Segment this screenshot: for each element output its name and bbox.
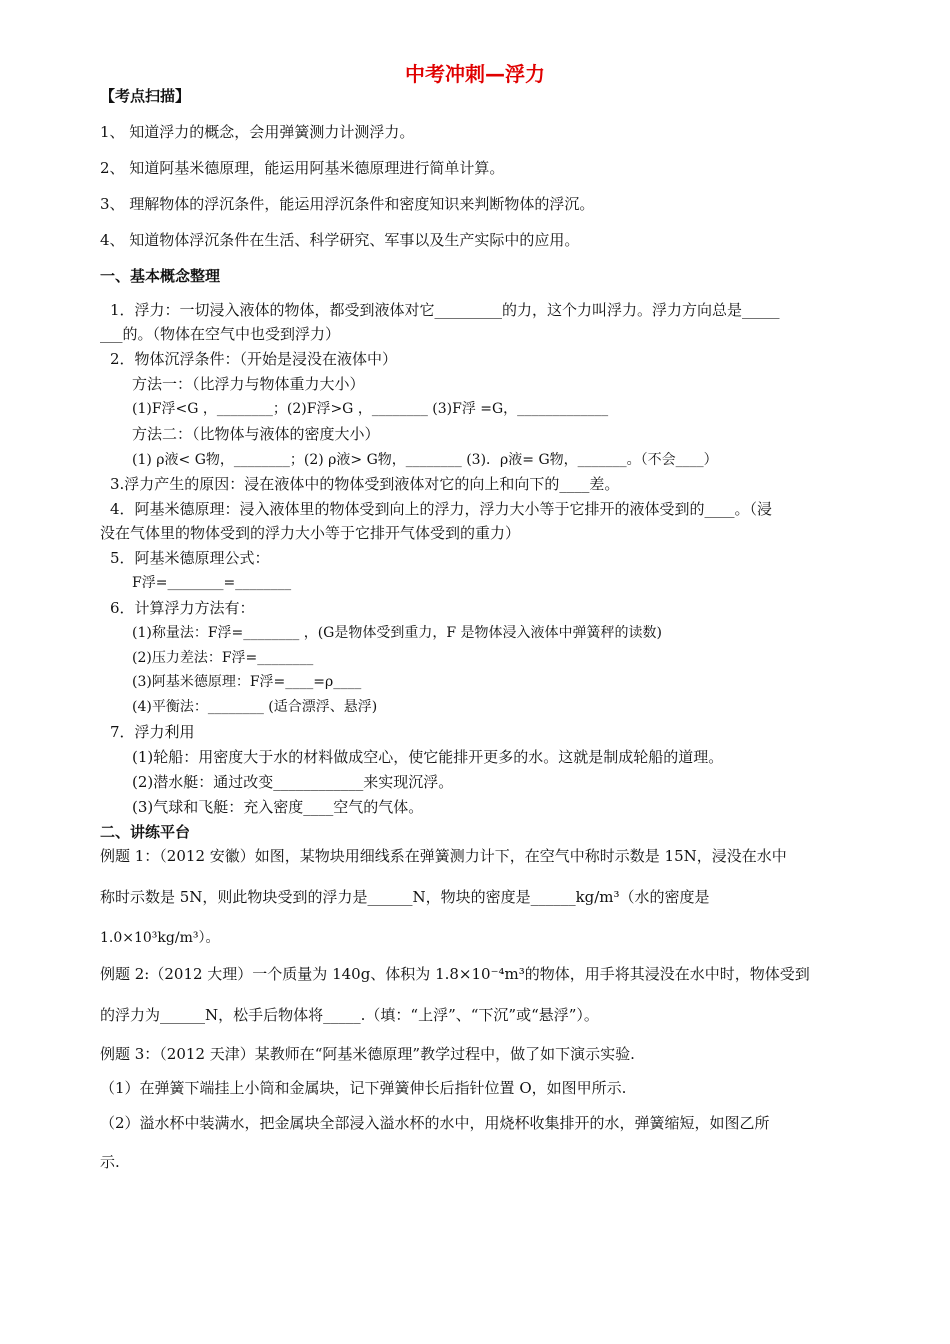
concept-line: 方法二：（比物体与液体的密度大小） <box>132 425 380 443</box>
example-line: 称时示数是 5N，则此物块受到的浮力是______N，物块的密度是______kg/m³（水的密度是 <box>100 888 710 906</box>
concept-line: (1)轮船：用密度大于水的材料做成空心，使它能排开更多的水。这就是制成轮船的道理。 <box>132 748 724 766</box>
concept-line: (3)气球和飞艇：充入密度____空气的气体。 <box>132 798 424 816</box>
example-line: 1.0×10³kg/m³）。 <box>100 930 220 946</box>
example-line: 例题 3：（2012 天津）某教师在“阿基米德原理”教学过程中，做了如下演示实验. <box>100 1045 635 1063</box>
scan-item: 4、 知道物体浮沉条件在生活、科学研究、军事以及生产实际中的应用。 <box>100 231 580 249</box>
example-line: （2）溢水杯中装满水，把金属块全部浸入溢水杯的水中，用烧杯收集排开的水，弹簧缩短，如图乙所 <box>100 1114 770 1132</box>
concept-line: (1)称量法：F浮=________ ，(G是物体受到重力，F 是物体浸入液体中弹簧秤的读数) <box>132 625 662 641</box>
concept-line: 3.浮力产生的原因：浸在液体中的物体受到液体对它的向上和向下的____差。 <box>110 475 620 493</box>
concept-line: 6．计算浮力方法有： <box>110 599 255 617</box>
concept-line: 方法一：（比浮力与物体重力大小） <box>132 375 365 393</box>
concept-line: 1．浮力：一切浸入液体的物体，都受到液体对它_________的力，这个力叫浮力。浮力方向总是_____ <box>110 301 780 319</box>
concept-line: (4)平衡法：________ (适合漂浮、悬浮) <box>132 699 378 715</box>
concept-line: (3)阿基米德原理：F浮=____=ρ____ <box>132 674 362 690</box>
scan-item: 3、 理解物体的浮沉条件，能运用浮沉条件和密度知识来判断物体的浮沉。 <box>100 195 595 213</box>
section-scan-heading: 【考点扫描】 <box>100 87 191 105</box>
section2-heading: 二、讲练平台 <box>100 823 191 841</box>
concept-line: 7．浮力利用 <box>110 723 195 741</box>
scan-item: 1、 知道浮力的概念，会用弹簧测力计测浮力。 <box>100 123 415 141</box>
concept-line: (2)压力差法：F浮=________ <box>132 650 314 666</box>
concept-line: (2)潜水艇：通过改变____________来实现沉浮。 <box>132 773 454 791</box>
scan-item: 2、 知道阿基米德原理，能运用阿基米德原理进行简单计算。 <box>100 159 505 177</box>
concept-line: F浮=________=________ <box>132 575 292 591</box>
concept-line: (1)F浮<G ，________；(2)F浮>G ，________ (3)F浮 =G，_____________ <box>132 401 609 417</box>
example-line: 的浮力为______N，松手后物体将_____.（填：“上浮”、“下沉”或“悬浮”）。 <box>100 1006 599 1024</box>
concept-line: 4．阿基米德原理：浸入液体里的物体受到向上的浮力，浮力大小等于它排开的液体受到的____。（浸 <box>110 500 773 518</box>
concept-line: (1) ρ液< G物，________；(2) ρ液> G物，________ (3)．ρ液= G物，_______。（不会____） <box>132 452 718 468</box>
section1-heading: 一、基本概念整理 <box>100 267 221 285</box>
example-line: 示. <box>100 1153 120 1171</box>
example-line: （1）在弹簧下端挂上小筒和金属块，记下弹簧伸长后指针位置 O，如图甲所示. <box>100 1079 627 1097</box>
concept-line: 5．阿基米德原理公式： <box>110 549 270 567</box>
example-line: 例题 2:（2012 大理）一个质量为 140g、体积为 1.8×10⁻⁴m³的物体，用手将其浸没在水中时，物体受到 <box>100 965 810 983</box>
concept-line: 没在气体里的物体受到的浮力大小等于它排开气体受到的重力） <box>100 524 521 542</box>
concept-line: ___的。（物体在空气中也受到浮力） <box>100 325 341 343</box>
concept-line: 2．物体沉浮条件：（开始是浸没在液体中） <box>110 350 398 368</box>
page-title: 中考冲刺—浮力 <box>405 62 545 86</box>
example-line: 例题 1：（2012 安徽）如图，某物块用细线系在弹簧测力计下，在空气中称时示数是 15N，浸没在水中 <box>100 847 787 865</box>
